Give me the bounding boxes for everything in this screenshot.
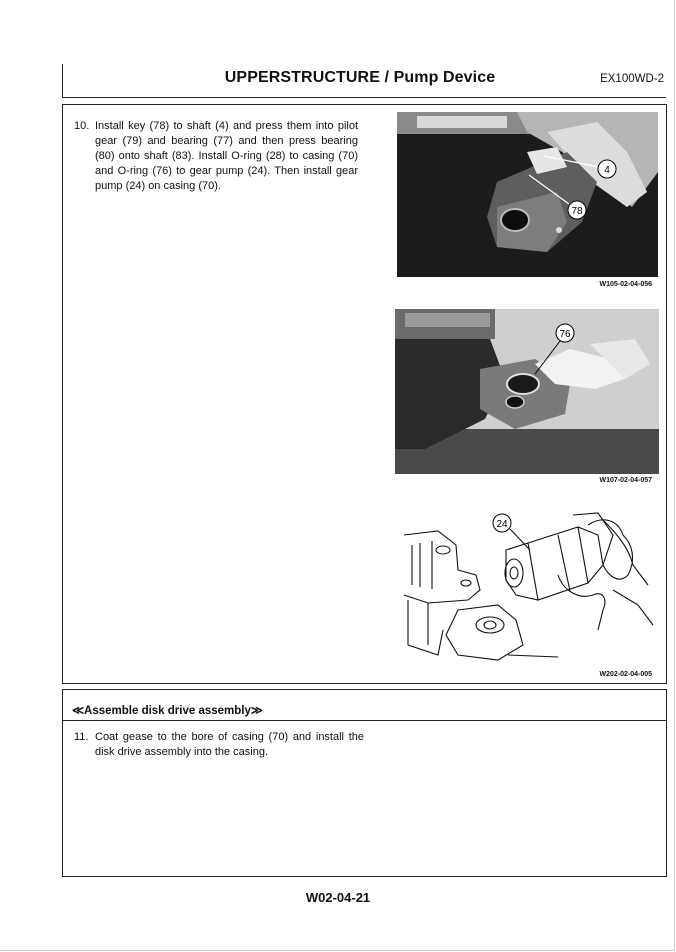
- page-number: W02-04-21: [305, 890, 371, 905]
- callout-24: 24: [496, 519, 508, 530]
- callout-78: 78: [571, 206, 583, 217]
- header-left-rule: [62, 64, 63, 98]
- figure-2-caption: W107-02-04-057: [599, 477, 652, 484]
- callout-76: 76: [559, 329, 571, 340]
- figure-2-photo: [395, 309, 659, 474]
- model-code: EX100WD-2: [600, 73, 664, 85]
- header-bottom-rule: [62, 97, 666, 98]
- step-10-number: 10.: [74, 120, 90, 132]
- callout-4: 4: [604, 165, 610, 176]
- section-divider: [63, 720, 666, 721]
- figure-3-caption: W202-02-04-005: [599, 671, 652, 678]
- step-10-text: Install key (78) to shaft (4) and press them into pilot gear (79) and bearing (77) and then press bearing (80) onto shaft (83). Install O-ring (28) to casing (70) and O-ring (76) to gear pump (24). Then install gear pump (24) on casing (70).: [95, 120, 358, 192]
- step-11-text: Coat gease to the bore of casing (70) and install the disk drive assembly into the casing.: [95, 731, 364, 758]
- step-11-number: 11.: [74, 731, 89, 743]
- step-11-panel: [62, 689, 667, 877]
- figure-3-drawing: [398, 505, 660, 665]
- figure-1-caption: W105-02-04-056: [599, 281, 652, 288]
- section-title: ≪Assemble disk drive assembly≫: [72, 705, 263, 717]
- page-title: UPPERSTRUCTURE / Pump Device: [224, 69, 496, 86]
- figure-1-photo: [397, 112, 658, 277]
